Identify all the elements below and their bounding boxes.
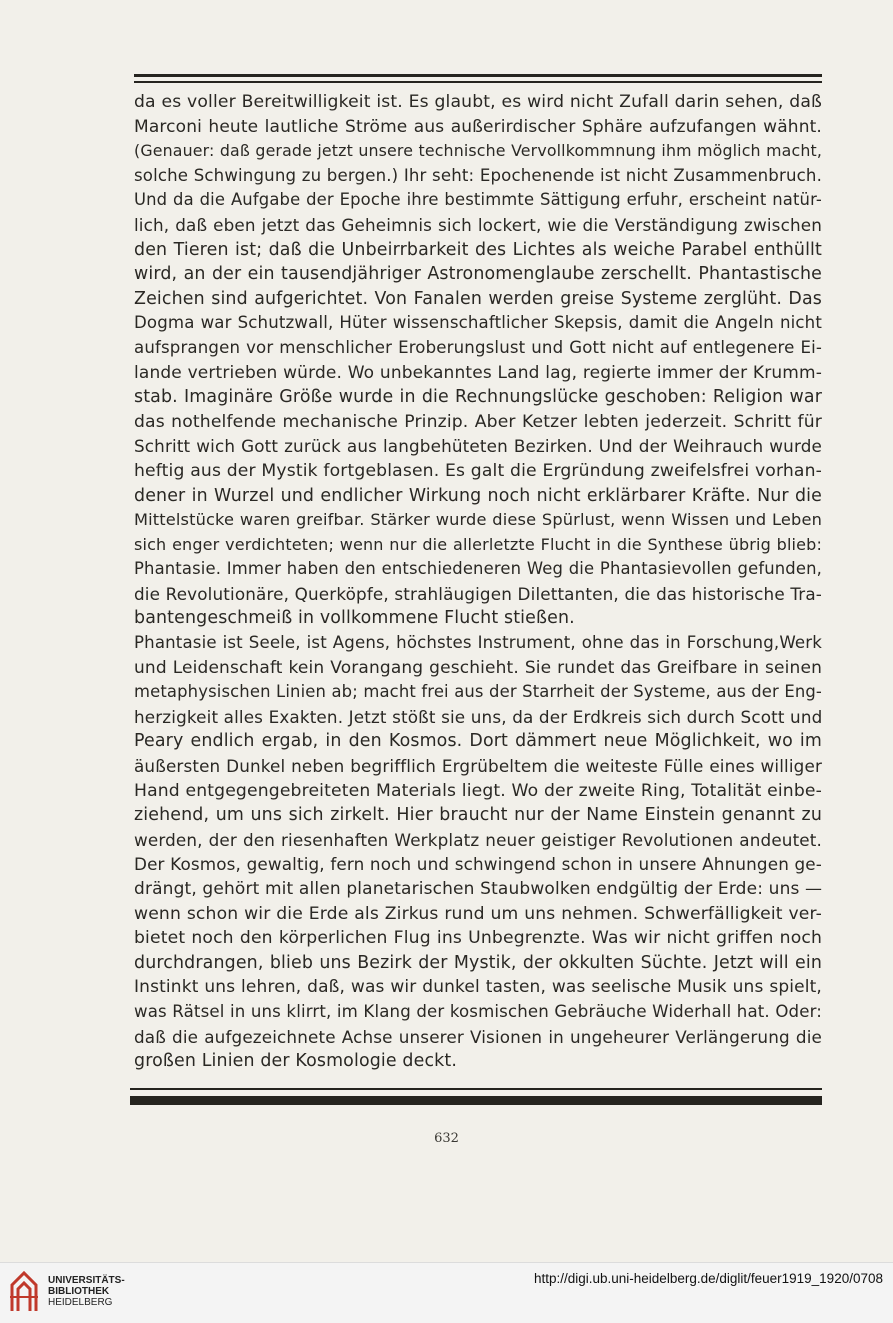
text-line: sich enger verdichteten; wenn nur die allerletzte Flucht in die Synthese übrig blieb:: [134, 534, 822, 554]
library-name-line1: UNIVERSITÄTS-: [48, 1275, 125, 1286]
text-line: lande vertrieben würde. Wo unbekanntes Land lag, regierte immer der Krumm-: [134, 362, 822, 383]
text-line: ziehend, um uns sich zirkelt. Hier braucht nur der Name Einstein genannt zu: [134, 805, 822, 826]
text-line: (Genauer: daß gerade jetzt unsere technische Vervollkommnung ihm möglich macht,: [134, 141, 822, 161]
text-line: Phantasie ist Seele, ist Agens, höchstes Instrument, ohne das in Forschung,Werk: [134, 633, 822, 653]
text-line: und Leidenschaft kein Vorangang geschieht. Sie rundet das Greifbare in seinen: [134, 657, 822, 678]
bottom-double-rule: [130, 1088, 822, 1105]
text-line: Peary endlich ergab, in den Kosmos. Dort dämmert neue Möglichkeit, wo im: [134, 731, 822, 752]
permalink-url[interactable]: http://digi.ub.uni-heidelberg.de/diglit/feuer1919_1920/0708: [533, 1271, 883, 1286]
text-line: das nothelfende mechanische Prinzip. Aber Ketzer lebten jederzeit. Schritt für: [134, 411, 822, 432]
top-double-rule: [134, 74, 822, 83]
text-line: Instinkt uns lehren, daß, was wir dunkel tasten, was seelische Musik uns spielt,: [134, 977, 822, 998]
text-line: bantengeschmeiß in vollkommene Flucht stießen.: [134, 608, 575, 629]
text-line: großen Linien der Kosmologie deckt.: [134, 1051, 458, 1072]
text-line: aufsprangen vor menschlicher Eroberungslust und Gott nicht auf entlegenere Ei-: [134, 337, 822, 357]
text-line: stab. Imaginäre Größe wurde in die Rechnungslücke geschoben: Religion war: [134, 387, 822, 408]
text-line: dener in Wurzel und endlicher Wirkung noch nicht erklärbarer Kräfte. Nur die: [134, 485, 822, 506]
text-line: wenn schon wir die Erde als Zirkus rund um uns nehmen. Schwerfälligkeit ver-: [134, 903, 822, 924]
text-line: Mittelstücke waren greifbar. Stärker wurde diese Spürlust, wenn Wissen und Leben: [134, 510, 822, 530]
text-line: herzigkeit alles Exakten. Jetzt stößt sie uns, da der Erdkreis sich durch Scott und: [134, 706, 823, 727]
library-name[interactable]: [48, 1275, 125, 1308]
text-line: durchdrangen, blieb uns Bezirk der Mystik, der okkulten Süchte. Jetzt will ein: [134, 952, 822, 973]
text-line: daß die aufgezeichnete Achse unserer Visionen in ungeheurer Verlängerung die: [134, 1026, 822, 1047]
text-line: bietet noch den körperlichen Flug ins Unbegrenzte. Was wir nicht griffen noch: [134, 928, 822, 949]
text-line: wird, an der ein tausendjähriger Astronomenglaube zerschellt. Phantastische: [134, 264, 822, 285]
text-line: lich, daß eben jetzt das Geheimnis sich lockert, wie die Verständigung zwischen: [134, 214, 822, 235]
text-line: Marconi heute lautliche Ströme aus außerirdischer Sphäre aufzufangen wähnt.: [134, 116, 822, 137]
text-line: Der Kosmos, gewaltig, fern noch und schwingend schon in unsere Ahnungen ge-: [134, 854, 822, 875]
text-line: da es voller Bereitwilligkeit ist. Es glaubt, es wird nicht Zufall darin sehen, daß: [134, 92, 822, 112]
text-line: Schritt wich Gott zurück aus langbehüteten Bezirken. Und der Weihrauch wurde: [134, 436, 822, 457]
text-line: metaphysischen Linien ab; macht frei aus der Starrheit der Systeme, aus der Eng-: [134, 682, 822, 702]
text-line: werden, der den riesenhaften Werkplatz neuer geistiger Revolutionen andeutet.: [134, 829, 822, 850]
text-line: solche Schwingung zu bergen.) Ihr seht: Epochenende ist nicht Zusammenbruch.: [134, 165, 822, 185]
text-line: drängt, gehört mit allen planetarischen Staubwolken endgültig der Erde: uns —: [134, 879, 823, 899]
body-text: [134, 90, 822, 1074]
text-line: die Revolutionäre, Querköpfe, strahläugigen Dilettanten, die das historische Tra-: [134, 583, 822, 604]
text-line: Phantasie. Immer haben den entschiedeneren Weg die Phantasievollen gefunden,: [134, 559, 822, 579]
page-number: 632: [434, 1131, 459, 1146]
text-line: Zeichen sind aufgerichtet. Von Fanalen werden greise Systeme zerglüht. Das: [134, 288, 822, 309]
library-name-line2: BIBLIOTHEK: [48, 1286, 110, 1297]
text-line: Dogma war Schutzwall, Hüter wissenschaftlicher Skepsis, damit die Angeln nicht: [134, 313, 822, 333]
ub-heidelberg-logo-icon[interactable]: [8, 1271, 40, 1313]
text-line: Und da die Aufgabe der Epoche ihre bestimmte Sättigung erfuhr, erscheint natür-: [134, 190, 822, 210]
viewer-footer: [0, 1262, 893, 1323]
text-line: heftig aus der Mystik fortgeblasen. Es galt die Ergründung zweifelsfrei vorhan-: [134, 460, 822, 481]
library-name-line3: HEIDELBERG: [48, 1297, 113, 1308]
text-line: äußersten Dunkel neben begrifflich Ergrübeltem die weiteste Fülle eines williger: [134, 756, 822, 777]
text-line: den Tieren ist; daß die Unbeirrbarkeit des Lichtes als weiche Parabel enthüllt: [134, 239, 822, 260]
text-line: was Rätsel in uns klirrt, im Klang der kosmischen Gebräuche Widerhall hat. Oder:: [134, 1001, 822, 1021]
text-line: Hand entgegengebreiteten Materials liegt. Wo der zweite Ring, Totalität einbe-: [134, 780, 822, 801]
